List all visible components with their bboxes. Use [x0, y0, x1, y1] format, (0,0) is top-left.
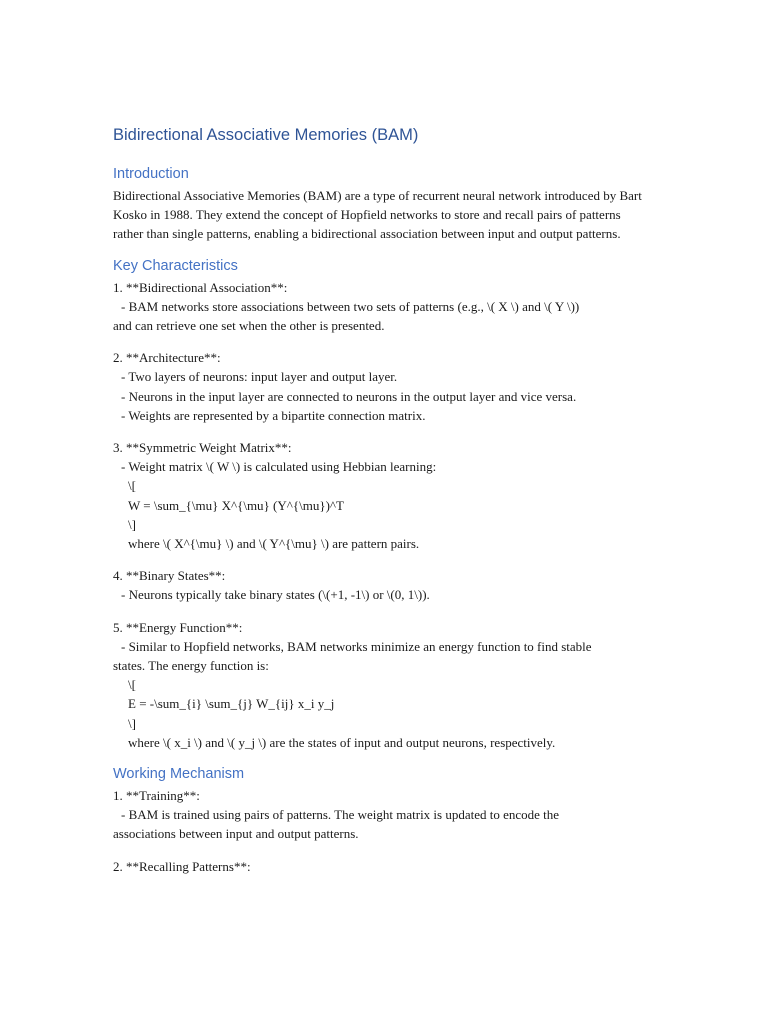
intro-paragraph: Bidirectional Associative Memories (BAM) are a type of recurrent neural network introduced by Bart Kosko in 1988. They extend the concept of Hopfield networks to store and recall pairs of patterns rather than single patterns, enabling a bidirectional association between input and output patterns. [113, 188, 646, 242]
item-line: - Similar to Hopfield networks, BAM networks minimize an energy function to find stable [121, 638, 592, 654]
item-line: - Neurons typically take binary states (\(+1, -1\) or \(0, 1\)). [121, 587, 430, 603]
list-item [113, 618, 653, 752]
item-title: 1. **Training**: [113, 788, 200, 804]
section-heading-introduction: Introduction [113, 166, 189, 182]
item-line: associations between input and output patterns. [113, 826, 359, 842]
item-title: 2. **Recalling Patterns**: [113, 858, 251, 874]
item-title: 5. **Energy Function**: [113, 619, 243, 635]
item-title: 4. **Binary States**: [113, 568, 226, 584]
math-delimiter: \[ [128, 478, 136, 494]
list-item [113, 438, 653, 553]
item-title: 3. **Symmetric Weight Matrix**: [113, 440, 292, 456]
item-title: 1. **Bidirectional Association**: [113, 279, 288, 295]
list-item [113, 566, 653, 604]
list-item [113, 857, 653, 876]
list-item [113, 786, 653, 844]
item-line: - Two layers of neurons: input layer and output layer. [121, 369, 398, 385]
item-line: and can retrieve one set when the other is presented. [113, 318, 385, 334]
item-title: 2. **Architecture**: [113, 350, 221, 366]
item-line: states. The energy function is: [113, 658, 269, 674]
section-heading-key-characteristics: Key Characteristics [113, 257, 238, 274]
math-formula: W = \sum_{\mu} X^{\mu} (Y^{\mu})^T [128, 497, 344, 513]
document-title: Bidirectional Associative Memories (BAM) [113, 126, 419, 144]
item-line: - Weights are represented by a bipartite connection matrix. [121, 407, 426, 423]
math-formula: E = -\sum_{i} \sum_{j} W_{ij} x_i y_j [128, 696, 335, 712]
math-delimiter: \[ [128, 677, 136, 693]
document-page [113, 124, 653, 889]
item-line: where \( x_i \) and \( y_j \) are the states of input and output neurons, respectively. [128, 734, 556, 750]
math-delimiter: \] [128, 516, 136, 532]
item-line: - BAM networks store associations between two sets of patterns (e.g., \( X \) and \( Y \)) [121, 298, 580, 314]
list-item [113, 278, 653, 336]
item-line: where \( X^{\mu} \) and \( Y^{\mu} \) are pattern pairs. [128, 536, 420, 552]
list-item [113, 348, 653, 425]
section-heading-working-mechanism: Working Mechanism [113, 766, 245, 783]
item-line: - Weight matrix \( W \) is calculated using Hebbian learning: [121, 459, 437, 475]
math-delimiter: \] [128, 715, 136, 731]
item-line: - BAM is trained using pairs of patterns. The weight matrix is updated to encode the [121, 807, 560, 823]
item-line: - Neurons in the input layer are connected to neurons in the output layer and vice versa. [121, 388, 577, 404]
